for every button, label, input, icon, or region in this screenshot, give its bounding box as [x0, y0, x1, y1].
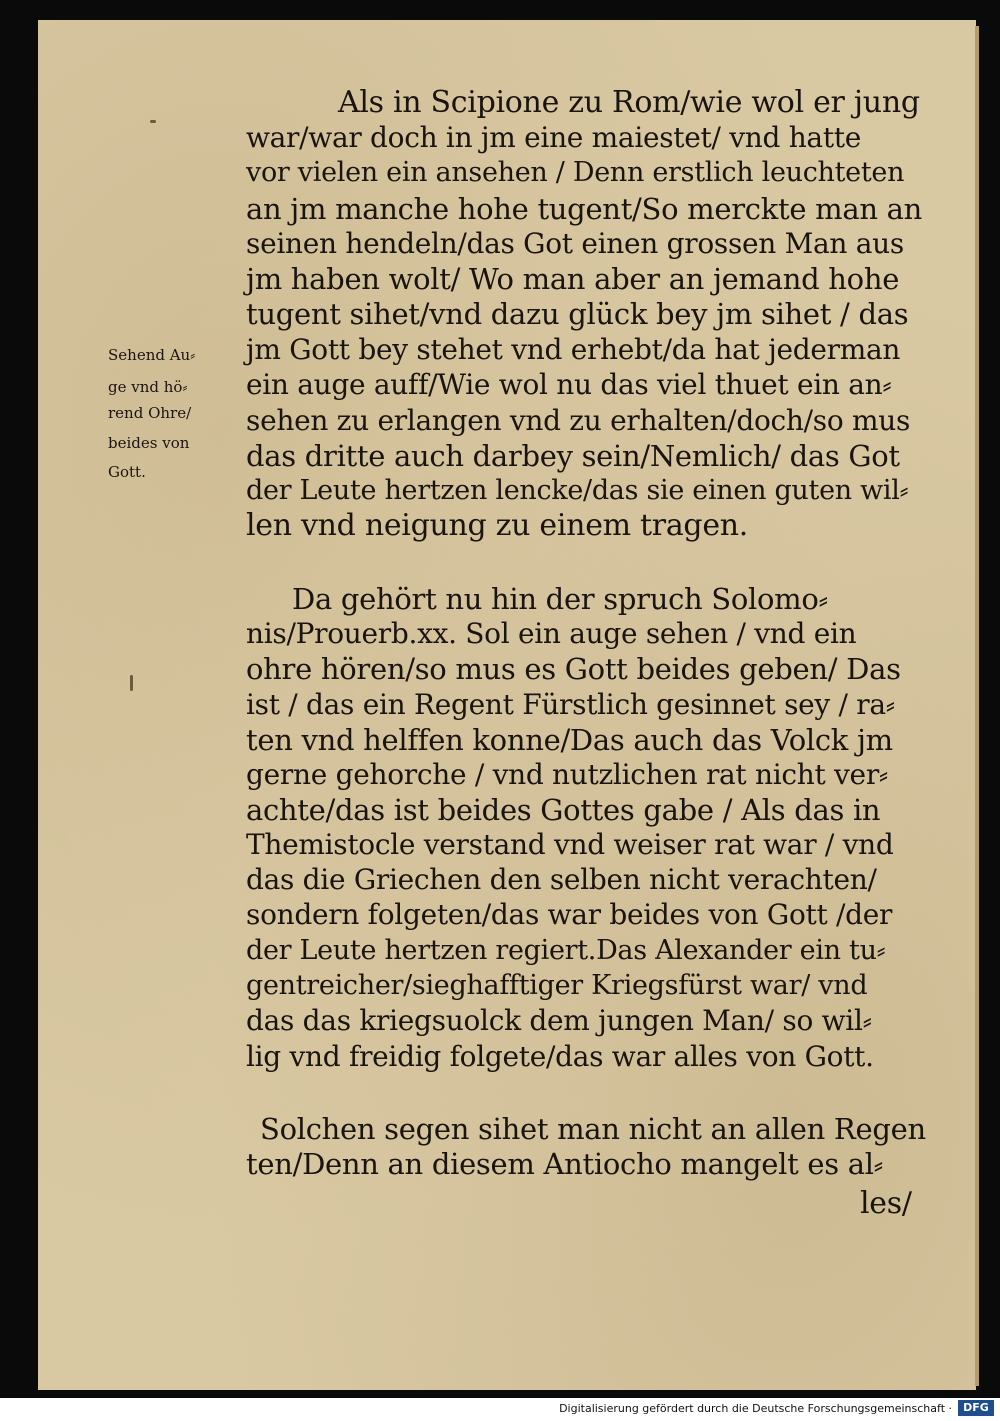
- text-line: das die Griechen den selben nicht verachten/: [246, 863, 877, 896]
- text-line: ten/Denn an diesem Antiocho mangelt es al⸗: [246, 1147, 884, 1181]
- text-line: Als in Scipione zu Rom/wie wol er jung: [338, 85, 920, 120]
- text-line: jm haben wolt/ Wo man aber an jemand hohe: [246, 262, 900, 296]
- text-line: war/war doch in jm eine maiestet/ vnd hatte: [246, 121, 861, 154]
- text-line: sondern folgeten/das war beides von Gott /der: [246, 898, 893, 931]
- text-line: an jm manche hohe tugent/So merckte man an: [246, 192, 922, 226]
- footer-text: Digitalisierung gefördert durch die Deutsche Forschungsgemeinschaft ·: [559, 1402, 952, 1415]
- dfg-logo: DFG: [958, 1400, 994, 1416]
- margin-note-line: rend Ohre/: [108, 404, 192, 422]
- text-line: ten vnd helffen konne/Das auch das Volck jm: [246, 723, 893, 757]
- text-line: ist / das ein Regent Fürstlich gesinnet sey / ra⸗: [246, 688, 895, 721]
- text-line: der Leute hertzen lencke/das sie einen guten wil⸗: [246, 475, 909, 506]
- page-edge: [975, 26, 979, 1386]
- text-line: ein auge auff/Wie wol nu das viel thuet ein an⸗: [246, 368, 892, 401]
- text-line: der Leute hertzen regiert.Das Alexander ein tu⸗: [246, 935, 886, 966]
- margin-note-line: Sehend Au⸗: [108, 346, 196, 364]
- text-line: gentreicher/sieghafftiger Kriegsfürst war/ vnd: [246, 970, 868, 1001]
- text-line: Solchen segen sihet man nicht an allen Regen: [260, 1112, 926, 1146]
- paper-speck: [130, 675, 133, 691]
- catchword: les/: [860, 1186, 912, 1221]
- text-line: nis/Prouerb.xx. Sol ein auge sehen / vnd ein: [246, 617, 857, 650]
- text-line: das das kriegsuolck dem jungen Man/ so wil⸗: [246, 1004, 872, 1037]
- text-line: achte/das ist beides Gottes gabe / Als das in: [246, 793, 881, 827]
- text-line: Themistocle verstand vnd weiser rat war / vnd: [246, 828, 894, 861]
- text-line: Da gehört nu hin der spruch Solomo⸗: [292, 582, 828, 616]
- text-line: vor vielen ein ansehen / Denn erstlich leuchteten: [246, 157, 905, 188]
- footer-bar: [0, 1398, 1000, 1421]
- margin-note-line: Gott.: [108, 463, 146, 481]
- text-line: ohre hören/so mus es Gott beides geben/ Das: [246, 652, 901, 686]
- text-line: len vnd neigung zu einem tragen.: [246, 508, 749, 543]
- text-line: seinen hendeln/das Got einen grossen Man aus: [246, 227, 904, 260]
- margin-note-line: beides von: [108, 434, 190, 452]
- margin-note-line: ge vnd hö⸗: [108, 378, 188, 396]
- text-line: jm Gott bey stehet vnd erhebt/da hat jederman: [246, 333, 901, 366]
- text-line: sehen zu erlangen vnd zu erhalten/doch/so mus: [246, 404, 911, 437]
- paper-speck: [150, 120, 156, 123]
- text-line: tugent sihet/vnd dazu glück bey jm sihet / das: [246, 297, 909, 331]
- text-line: gerne gehorche / vnd nutzlichen rat nicht ver⸗: [246, 758, 888, 791]
- text-line: lig vnd freidig folgete/das war alles von Gott.: [246, 1040, 874, 1073]
- text-line: das dritte auch darbey sein/Nemlich/ das Got: [246, 439, 900, 473]
